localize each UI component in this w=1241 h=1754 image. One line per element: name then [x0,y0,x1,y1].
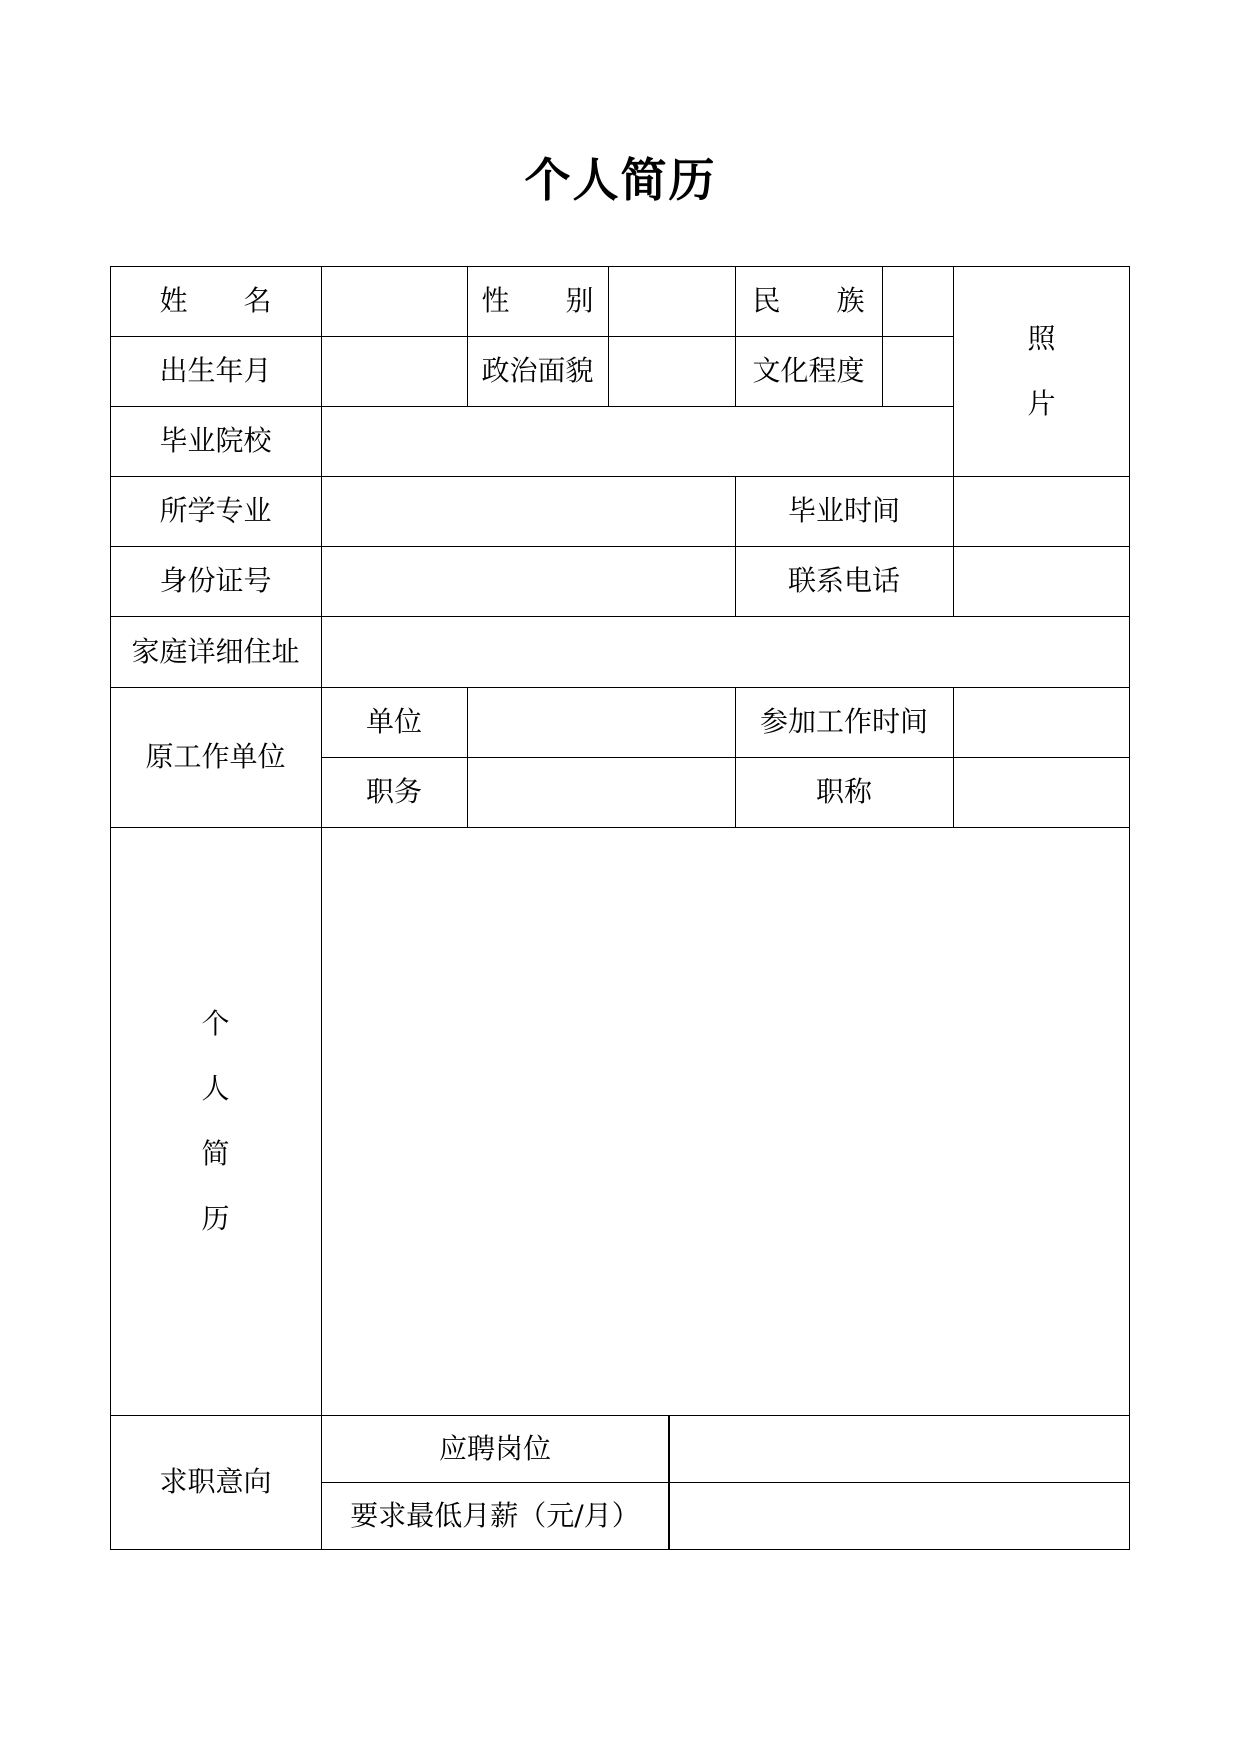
label-id-number: 身份证号 [159,564,272,597]
label-gender: 性 别 [481,284,594,317]
label-position: 职务 [365,775,422,808]
label-phone: 联系电话 [787,564,900,597]
label-unit: 单位 [365,705,422,738]
label-ethnicity: 民 族 [752,284,865,317]
label-applied-post: 应聘岗位 [438,1431,551,1465]
resume-label-char: 简 [201,1137,230,1170]
label-job-intent: 求职意向 [159,1465,272,1498]
photo-label-char: 片 [1027,387,1056,420]
resume-label-char: 个 [201,1007,230,1040]
page-title: 个人简历 [524,153,717,207]
label-school: 毕业院校 [159,424,272,457]
resume-label-char: 人 [201,1072,230,1105]
label-name: 姓 名 [159,284,272,317]
label-min-salary: 要求最低月薪（元/月） [350,1498,640,1532]
label-birth: 出生年月 [159,354,272,387]
label-prev-employer: 原工作单位 [145,740,286,773]
table-grid-lines [110,266,1130,1550]
label-grad-time: 毕业时间 [787,494,900,527]
label-work-start: 参加工作时间 [759,705,928,738]
label-major: 所学专业 [159,494,272,527]
label-address: 家庭详细住址 [131,634,300,668]
resume-label-char: 历 [201,1202,230,1235]
label-political: 政治面貌 [481,354,594,387]
label-education: 文化程度 [752,354,865,387]
photo-label-char: 照 [1027,322,1056,355]
label-prof-title: 职称 [815,775,872,808]
resume-form [110,266,1130,1549]
